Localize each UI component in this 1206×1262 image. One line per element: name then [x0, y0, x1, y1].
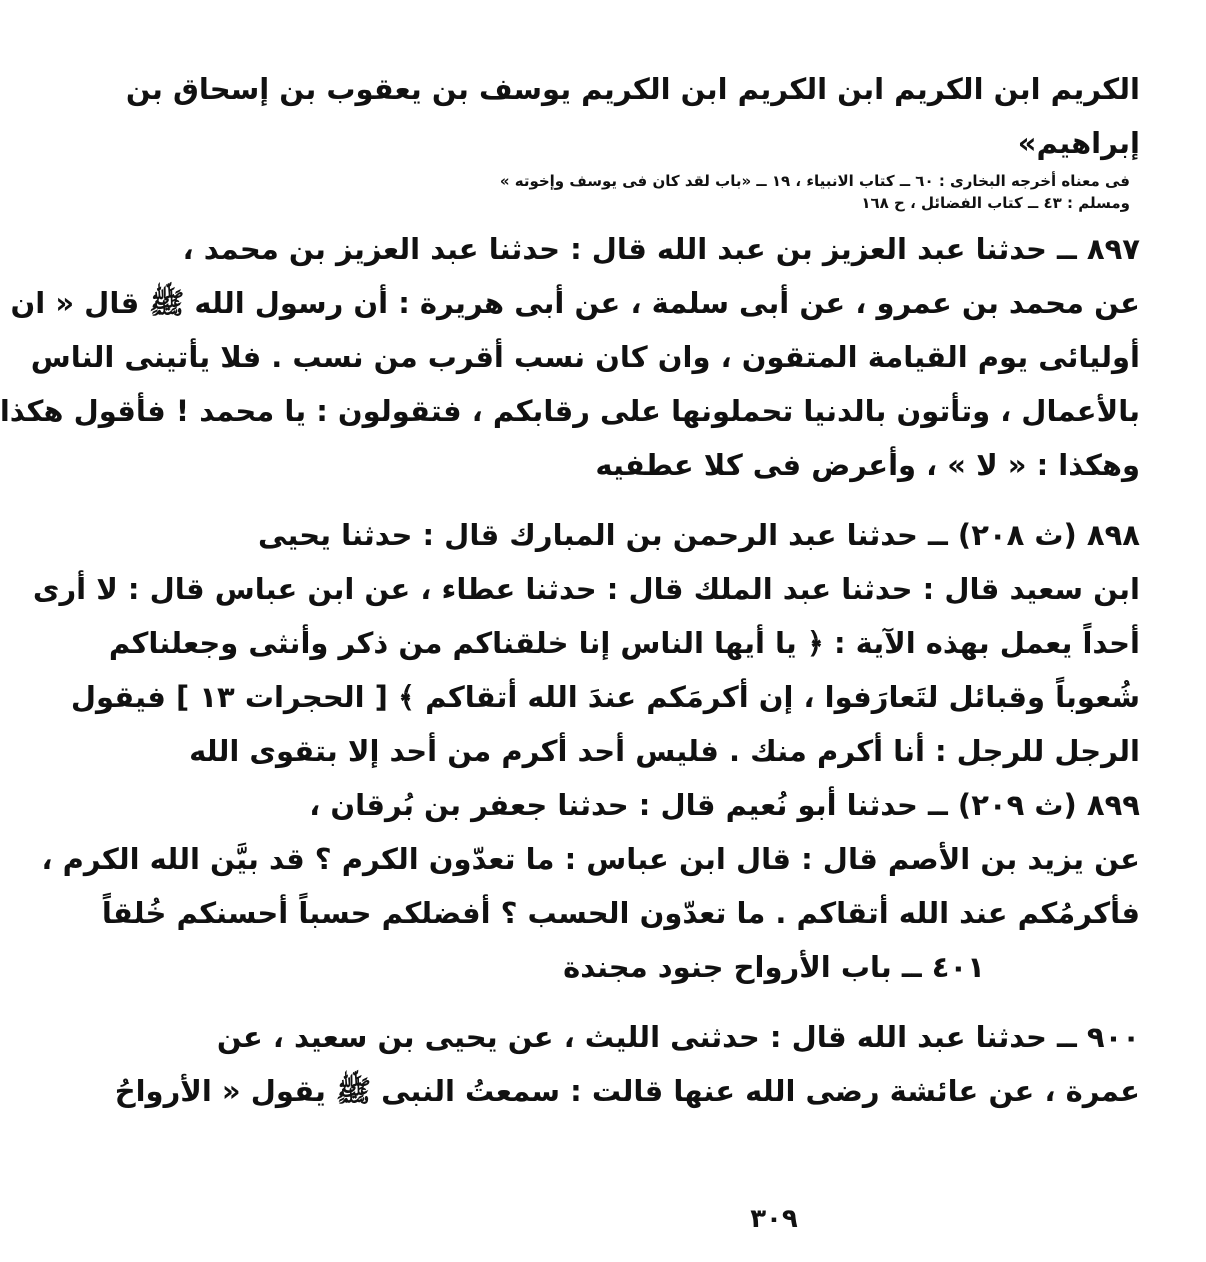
chapter-heading: ٤٠١ ــ باب الأرواح جنود مجندة — [563, 950, 985, 984]
continuation-paragraph — [125, 62, 1140, 170]
text-line: ٩٠٠ ــ حدثنا عبد الله قال : حدثنى الليث ، عن يحيى بن سعيد ، عن — [216, 1020, 1140, 1054]
footnote — [408, 170, 1140, 214]
page-number: ٣٠٩ — [750, 1204, 798, 1234]
hadith-900 — [114, 1010, 1140, 1118]
text-line: عن يزيد بن الأصم قال : قال ابن عباس : ما تعدّون الكرم ؟ قد بيَّن الله الكرم ، — [41, 842, 1140, 876]
footnote-line: فى معناه أخرجه البخارى : ٦٠ ــ كتاب الانبياء ، ١٩ ــ «باب لقد كان فى يوسف وإخوته » — [499, 172, 1130, 190]
text-line: ٨٩٧ ــ حدثنا عبد العزيز بن عبد الله قال : حدثنا عبد العزيز بن محمد ، — [182, 232, 1140, 266]
text-line: الكريم ابن الكريم ابن الكريم ابن الكريم يوسف بن يعقوب بن إسحاق بن — [125, 72, 1140, 106]
text-line: فأكرمُكم عند الله أتقاكم . ما تعدّون الحسب ؟ أفضلكم حسباً أحسنكم خُلقاً — [101, 896, 1140, 930]
text-line: ٨٩٨ (ث ٢٠٨) ــ حدثنا عبد الرحمن بن المبارك قال : حدثنا يحيى — [258, 518, 1140, 552]
text-line: عمرة ، عن عائشة رضى الله عنها قالت : سمعتُ النبى ﷺ يقول « الأرواحُ — [114, 1074, 1140, 1108]
hadith-898 — [32, 508, 1140, 778]
footnote-line: ومسلم : ٤٣ ــ كتاب الفضائل ، ح ١٦٨ — [861, 194, 1130, 212]
text-line: ابن سعيد قال : حدثنا عبد الملك قال : حدثنا عطاء ، عن ابن عباس قال : لا أرى — [32, 572, 1140, 606]
text-line: الرجل للرجل : أنا أكرم منك . فليس أحد أكرم من أحد إلا بتقوى الله — [189, 734, 1140, 768]
text-line: إبراهيم» — [1017, 126, 1140, 160]
text-line: عن محمد بن عمرو ، عن أبى سلمة ، عن أبى هريرة : أن رسول الله ﷺ قال « ان — [10, 286, 1140, 320]
text-line: ٨٩٩ (ث ٢٠٩) ــ حدثنا أبو نُعيم قال : حدثنا جعفر بن بُرقان ، — [309, 788, 1140, 822]
text-line: أحداً يعمل بهذه الآية : ﴿ يا أيها الناس إنا خلقناكم من ذكر وأنثى وجعلناكم — [108, 626, 1140, 660]
text-line: أوليائى يوم القيامة المتقون ، وان كان نسب أقرب من نسب . فلا يأتينى الناس — [30, 340, 1140, 374]
text-line: بالأعمال ، وتأتون بالدنيا تحملونها على رقابكم ، فتقولون : يا محمد ! فأقول هكذا — [0, 394, 1140, 428]
hadith-899 — [41, 778, 1140, 940]
text-line: شُعوباً وقبائل لتَعارَفوا ، إن أكرمَكم عندَ الله أتقاكم ﴾ [ الحجرات ١٣ ] فيقول — [70, 680, 1140, 714]
text-line: وهكذا : « لا » ، وأعرض فى كلا عطفيه — [595, 448, 1140, 482]
hadith-897 — [0, 222, 1140, 492]
